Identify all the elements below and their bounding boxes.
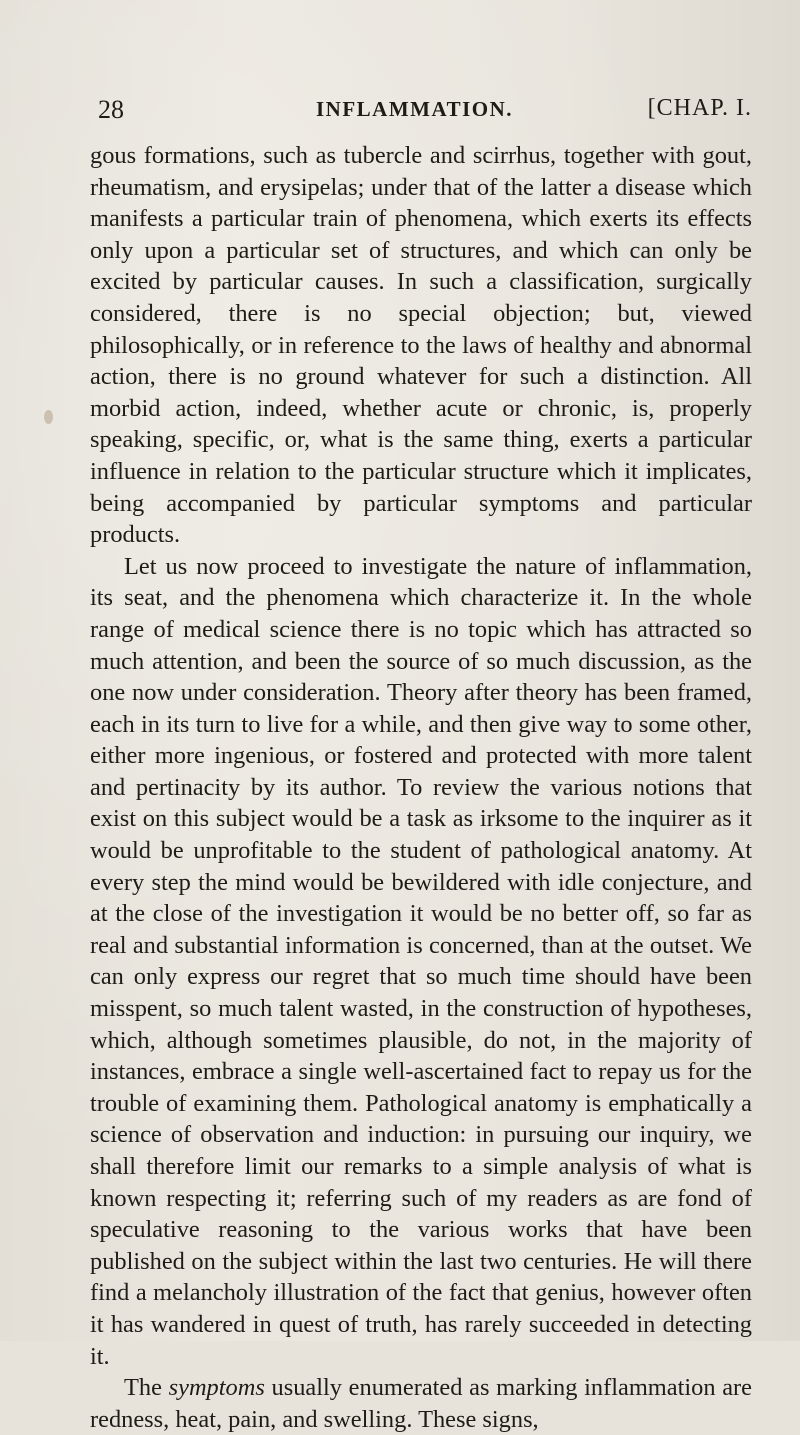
paragraph-3-end: usually enumerated as marking inflammation are redness, heat, pain, and swelling. These signs, — [90, 1374, 752, 1433]
body-text — [90, 140, 752, 1435]
chapter-label: [CHAP. I. — [647, 95, 752, 121]
page-number: 28 — [98, 95, 124, 124]
page-header — [98, 95, 752, 129]
symptoms-emphasis: symptoms — [168, 1374, 265, 1402]
paragraph-3 — [90, 1372, 752, 1435]
running-head: INFLAMMATION. — [316, 97, 514, 121]
paragraph-2: Let us now proceed to investigate the nature of inflammation, its seat, and the phenomena which characterize it. In the whole range of medical science there is no topic which has attracted so much attention, and been the source of so much discussion, as the one now under consideration. Theory after theory has been framed, each in its turn to live for a while, and then give way to some other, either more ingenious, or fostered and protected with more talent and pertinacity by its author. To review the various notions that exist on this subject would be a task as irksome to the inquirer as it would be unprofitable to the student of pathological anatomy. At every step the mind would be bewildered with idle conjecture, and at the close of the investigation it would be no better off, so far as real and substantial information is concerned, than at the outset. We can only express our regret that so much time should have been misspent, so much talent wasted, in the construction of hypotheses, which, although sometimes plausible, do not, in the majority of instances, embrace a single well-ascertained fact to repay us for the trouble of examining them. Pathological anatomy is emphatically a science of observation and induction: in pursuing our inquiry, we shall therefore limit our remarks to a simple analysis of what is known respecting it; referring such of my readers as are fond of speculative reasoning to the various works that have been published on the subject within the last two centuries. He will there find a melancholy illustration of the fact that genius, however often it has wandered in quest of truth, has rarely succeeded in detecting it. — [90, 552, 752, 1370]
foxing-spot — [44, 410, 53, 424]
paragraph-3-start: The — [124, 1374, 169, 1402]
paragraph-1: gous formations, such as tubercle and scirrhus, together with gout, rheumatism, and erysipelas; under that of the latter a disease which manifests a particular train of phenomena, which exerts its effects only upon a particular set of structures, and which can only be excited by particular causes. In such a classification, surgically considered, there is no special objection; but, viewed philosophically, or in reference to the laws of healthy and abnormal action, there is no ground whatever for such a distinction. All morbid action, indeed, whether acute or chronic, is, properly speaking, specific, or, what is the same thing, exerts a particular influence in relation to the particular structure which it implicates, being accompanied by particular symptoms and particular products. — [90, 142, 752, 549]
